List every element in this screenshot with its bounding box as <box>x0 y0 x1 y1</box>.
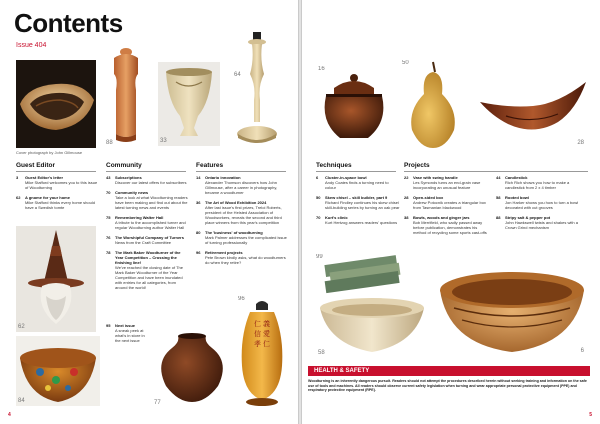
photo-page-number: 99 <box>316 254 323 260</box>
list-item[interactable]: 43 Subscriptions Discover our latest offers for subscribers <box>106 175 187 185</box>
section-heading-techniques: Techniques <box>316 162 396 172</box>
section-heading-guest-editor: Guest Editor <box>16 162 96 172</box>
section-heading-community: Community <box>106 162 186 172</box>
left-page <box>0 0 298 424</box>
projects-list <box>404 175 490 240</box>
wooden-bowl-photo <box>434 260 590 358</box>
page-number-right: 5 <box>589 412 592 418</box>
guest-editor-list <box>16 175 98 215</box>
cover-photo-credit: Cover photograph by John Gillmouse <box>16 150 83 155</box>
page-title: Contents <box>14 8 123 38</box>
community-list <box>106 175 188 295</box>
lamp-characters: 仁 義 信 愛 孝 仁 <box>254 321 270 348</box>
techniques-list <box>316 175 400 230</box>
photo-page-number: 88 <box>106 140 113 146</box>
section-heading-features: Features <box>196 162 286 172</box>
lamp-photo <box>236 296 288 408</box>
list-item[interactable]: 36 The Art of Wood Exhibition 2024 After last issue's first prizes, Treloi Roberts, president of the Helsted Association of Woodworkers, reveals the second and third place winners from this year's competition <box>196 200 282 225</box>
list-item[interactable]: 14 Ontario innovation Alexander Thomson discovers how John Gillmouse, after a career in photography, became a woodturner <box>196 175 278 195</box>
list-item[interactable]: 6 Cluster-in-space bowl Andy Coates finds a turning need to colour <box>316 175 389 190</box>
list-item[interactable]: 76 The Worshipful Company of Turners News from the Craft Committee <box>106 235 184 245</box>
photo-page-number: 33 <box>160 138 167 144</box>
list-item[interactable]: 44 Candlestick Rich Rich shows you how to make a candlestick from 2 x 4 timber <box>496 175 570 190</box>
list-item[interactable]: 62 A gnome for your home Mike Stafford thinks every home should have a Swedish tomte <box>16 195 95 210</box>
list-item[interactable]: 78 The Mark Baker Woodturner of the Year Competition – Crossing the finishing line! We've reached the closing date of The Mark Baker Woodturner of the Year Competition and have been inundated with entries for all categories, from around the world! <box>106 250 183 290</box>
list-item[interactable]: 3 Guest Editor's letter Mike Stafford welcomes you to this issue of Woodturning <box>16 175 98 190</box>
list-item[interactable]: 96 Retirement projects Pete Brown kindly asks, what do woodturners do when they retire? <box>196 250 286 265</box>
list-item[interactable]: 22 Vase with swing handle Les Symonds turns an end-grain vase incorporating an unusual feature <box>404 175 481 190</box>
features-list <box>196 175 288 270</box>
page-number-left: 4 <box>8 412 11 418</box>
list-item[interactable]: 70 Kurt's clinic Kurt Hertzog answers readers' questions <box>316 215 398 225</box>
list-item[interactable]: 75 Remembering Walter Hall A tribute to the accomplished turner and regular Woodturning author Walter Hall <box>106 215 186 230</box>
banknotes-photo <box>316 254 408 294</box>
health-safety-banner: HEALTH & SAFETY <box>308 366 590 376</box>
section-heading-projects: Projects <box>404 162 588 172</box>
list-item[interactable]: 95 Next issue A sneak peek at what's in store in the next issue <box>106 323 145 343</box>
list-item[interactable]: 50 Skew chisel – skill builder, part 9 Richard Findley continues his skew chisel skill-building series by turning an oak pear <box>316 195 400 210</box>
brown-vase-photo <box>150 330 234 408</box>
photo-page-number: 64 <box>234 72 241 78</box>
list-item[interactable]: 38 Bowls, woods and ginger jars Bob Merrifield, who sadly passed away before publication, demonstrates his method of recycling some sports cast-offs <box>404 215 487 235</box>
photo-page-number: 28 <box>577 140 584 146</box>
candlestick-photo <box>232 30 282 148</box>
photo-page-number: 77 <box>154 400 161 406</box>
pale-bowl-photo <box>316 290 428 358</box>
list-item[interactable]: 88 Stripy salt & pepper pot John Hawkswell twists and shakes with a Crown Grind mechanism <box>496 215 578 230</box>
right-page <box>302 0 600 424</box>
winged-dish-photo <box>478 78 588 150</box>
community-list-next-issue <box>106 323 146 348</box>
issue-number: Issue 404 <box>16 42 47 49</box>
photo-page-number: 50 <box>402 60 409 66</box>
photo-page-number: 62 <box>18 324 25 330</box>
health-safety-text: Woodturning is an inherently dangerous pursuit. Readers should not attempt the procedures described herein without seeking training and information on the safe use of tools and machines. All readers should observe current safety legislation when turning and wear appropriate personal protective equipment (PPE) and respiratory protective equipment (RPE). <box>308 379 587 393</box>
cup-photo <box>158 62 220 146</box>
list-item[interactable]: 70 Community news Take a look at what Woodturning readers have been making and find out about the latest turning news and events <box>106 190 188 210</box>
photo-page-number: 96 <box>238 296 245 302</box>
lidded-pot-photo <box>316 66 392 148</box>
photo-page-number: 6 <box>580 348 584 354</box>
pear-photo <box>400 60 466 150</box>
photo-page-number: 84 <box>18 398 25 404</box>
list-item[interactable]: 28 Open-sided box Andrew Potocnik creates a triangular box from Tasmanian blackwood <box>404 195 486 210</box>
photo-page-number: 58 <box>318 350 325 356</box>
painted-bowl-photo <box>16 336 100 406</box>
cover-bowl-photo <box>16 60 96 148</box>
projects-list-continued <box>496 175 588 235</box>
list-item[interactable]: 80 The 'business' of woodturning Mark Palmer addresses the complicated issue of turning professionally <box>196 230 287 245</box>
list-item[interactable]: 58 Rooted bowl Jon Harker shows you how to turn a bowl decorated with cut grooves <box>496 195 579 210</box>
gnome-box-photo <box>16 226 96 332</box>
photo-page-number: 16 <box>318 66 325 72</box>
pepper-mill-photo <box>104 44 148 148</box>
